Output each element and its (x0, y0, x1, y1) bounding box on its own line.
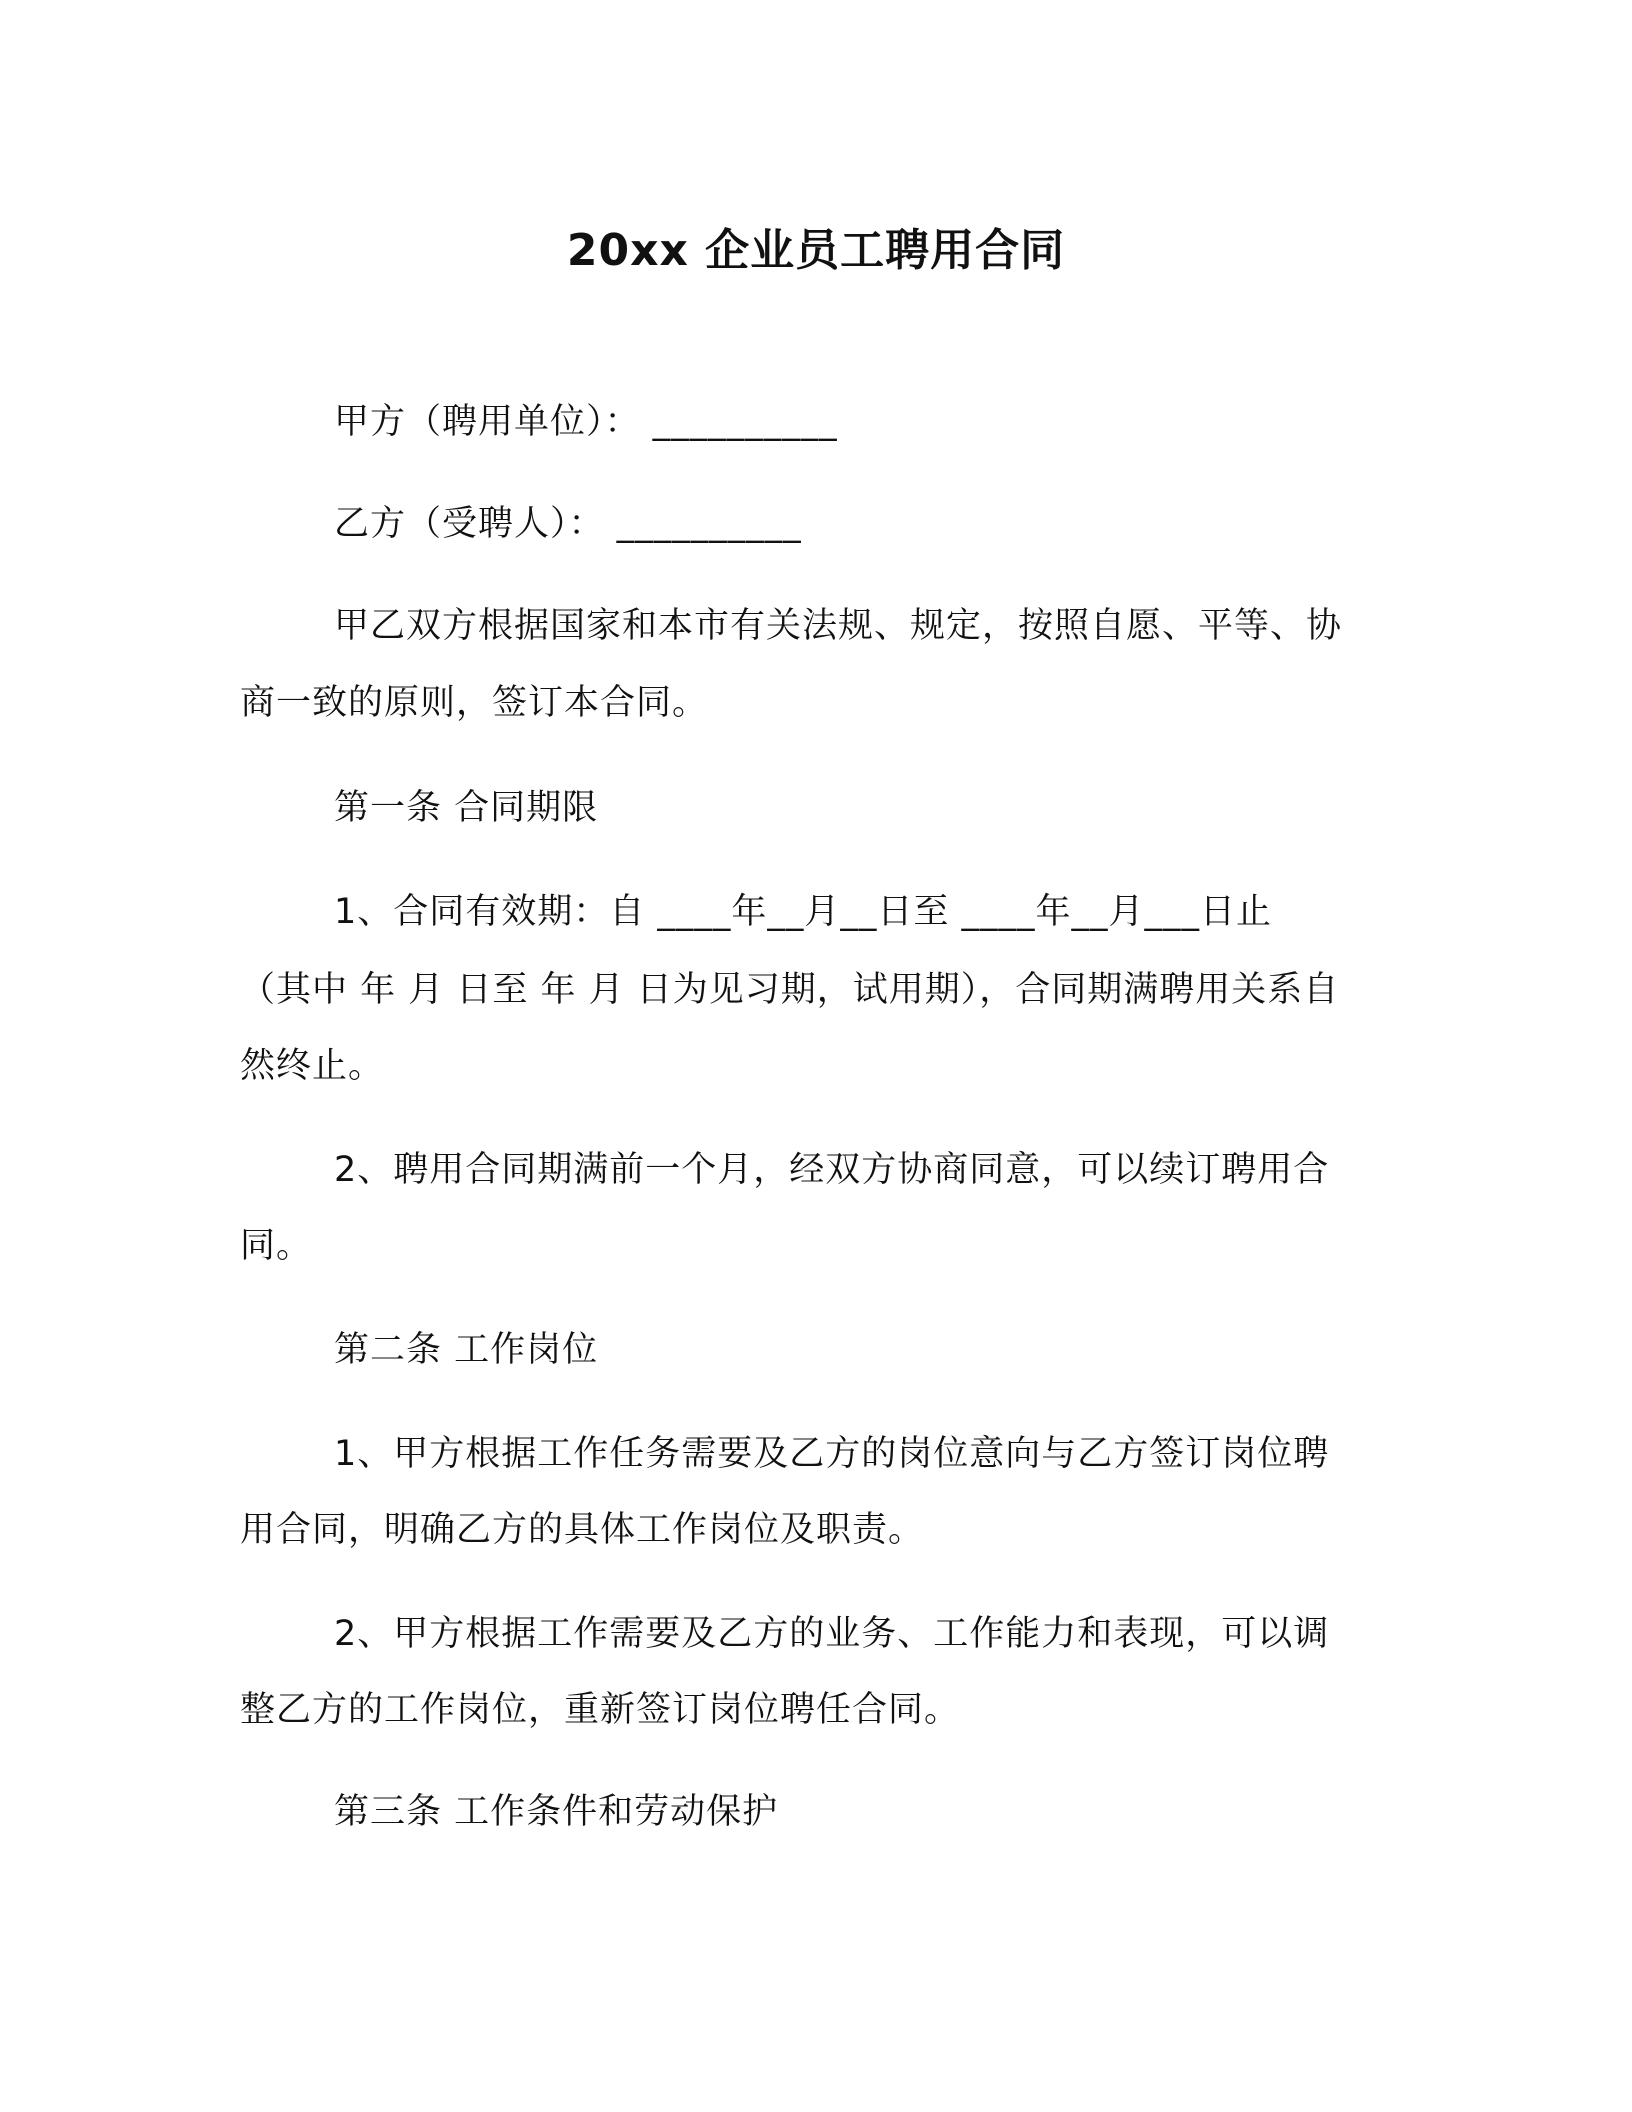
intro-line-1: 甲乙双方根据国家和本市有关法规、规定，按照自愿、平等、协 (334, 606, 1343, 646)
party-b-line: 乙方（受聘人）： __________ (334, 504, 802, 544)
article-3-heading: 第三条 工作条件和劳动保护 (334, 1792, 779, 1832)
article-1-clause-1-line-2: （其中 年 月 日至 年 月 日为见习期，试用期），合同期满聘用关系自 (240, 970, 1340, 1010)
article-2-clause-2-line-1: 2、甲方根据工作需要及乙方的业务、工作能力和表现，可以调 (334, 1614, 1330, 1654)
article-1-clause-2-line-1: 2、聘用合同期满前一个月，经双方协商同意，可以续订聘用合 (334, 1150, 1330, 1190)
article-2-clause-1-line-1: 1、甲方根据工作任务需要及乙方的岗位意向与乙方签订岗位聘 (334, 1434, 1330, 1474)
article-1-heading: 第一条 合同期限 (334, 788, 599, 828)
article-1-clause-1-line-1: 1、合同有效期：自 ____年__月__日至 ____年__月___日止 (334, 892, 1273, 932)
article-2-heading: 第二条 工作岗位 (334, 1330, 599, 1370)
intro-line-2: 商一致的原则，签订本合同。 (240, 683, 709, 723)
article-1-clause-1-line-3: 然终止。 (240, 1046, 385, 1086)
article-2-clause-2-line-2: 整乙方的工作岗位，重新签订岗位聘任合同。 (240, 1690, 961, 1730)
article-1-clause-2-line-2: 同。 (240, 1226, 313, 1266)
party-a-line: 甲方（聘用单位）： __________ (334, 402, 838, 442)
article-2-clause-1-line-2: 用合同，明确乙方的具体工作岗位及职责。 (240, 1510, 925, 1550)
document-title: 20xx 企业员工聘用合同 (566, 225, 1066, 276)
